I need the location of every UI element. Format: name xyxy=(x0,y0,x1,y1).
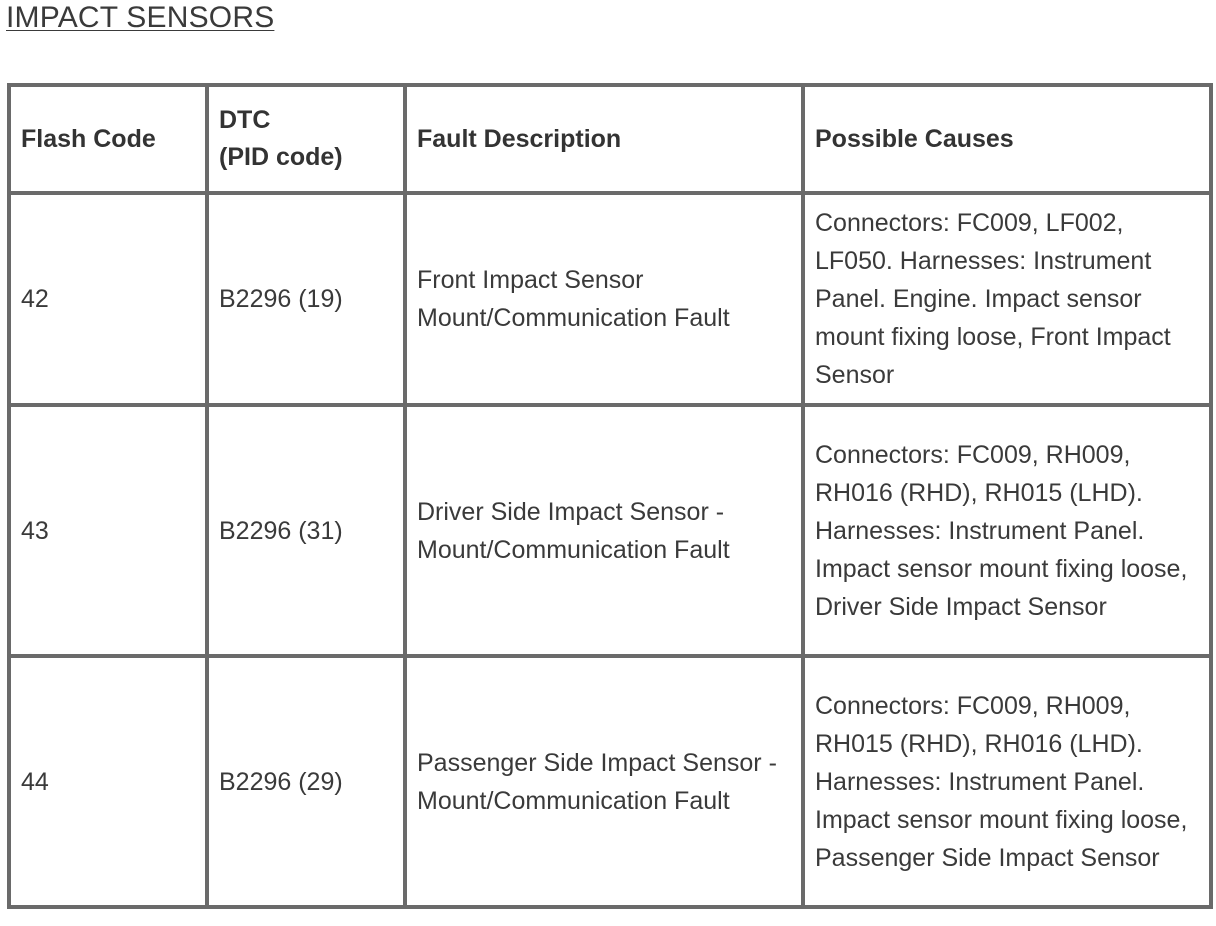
cell-possible-causes: Connectors: FC009, RH009, RH016 (RHD), RH015 (LHD). Harnesses: Instrument Panel. Impact sensor mount fixing loose, Driver Side Impact Sensor xyxy=(803,405,1211,656)
cell-flash-code: 42 xyxy=(9,193,207,405)
header-dtc-label: DTC xyxy=(219,106,271,134)
header-fault-description-label: Fault Description xyxy=(417,124,622,153)
cell-fault-description: Passenger Side Impact Sensor - Mount/Communication Fault xyxy=(405,656,803,907)
header-pid-code-label: (PID code) xyxy=(219,143,343,171)
cell-dtc: B2296 (31) xyxy=(207,405,405,656)
table-row xyxy=(9,405,1211,656)
table-row xyxy=(9,193,1211,405)
header-flash-code-label: Flash Code xyxy=(21,124,156,153)
header-dtc xyxy=(207,85,405,193)
table-row xyxy=(9,656,1211,907)
cell-flash-code: 43 xyxy=(9,405,207,656)
cell-fault-description: Front Impact Sensor Mount/Communication Fault xyxy=(405,193,803,405)
header-possible-causes-label: Possible Causes xyxy=(815,124,1014,153)
header-flash-code xyxy=(9,85,207,193)
table-header-row xyxy=(9,85,1211,193)
cell-fault-description: Driver Side Impact Sensor - Mount/Communication Fault xyxy=(405,405,803,656)
header-fault-description xyxy=(405,85,803,193)
cell-possible-causes: Connectors: FC009, LF002, LF050. Harnesses: Instrument Panel. Engine. Impact sensor mount fixing loose, Front Impact Sensor xyxy=(803,193,1211,405)
fault-code-table xyxy=(7,83,1213,909)
cell-possible-causes: Connectors: FC009, RH009, RH015 (RHD), RH016 (LHD). Harnesses: Instrument Panel. Impact sensor mount fixing loose, Passenger Side Impact Sensor xyxy=(803,656,1211,907)
header-possible-causes xyxy=(803,85,1211,193)
cell-dtc: B2296 (29) xyxy=(207,656,405,907)
section-title: IMPACT SENSORS xyxy=(6,1,275,34)
cell-flash-code: 44 xyxy=(9,656,207,907)
cell-dtc: B2296 (19) xyxy=(207,193,405,405)
